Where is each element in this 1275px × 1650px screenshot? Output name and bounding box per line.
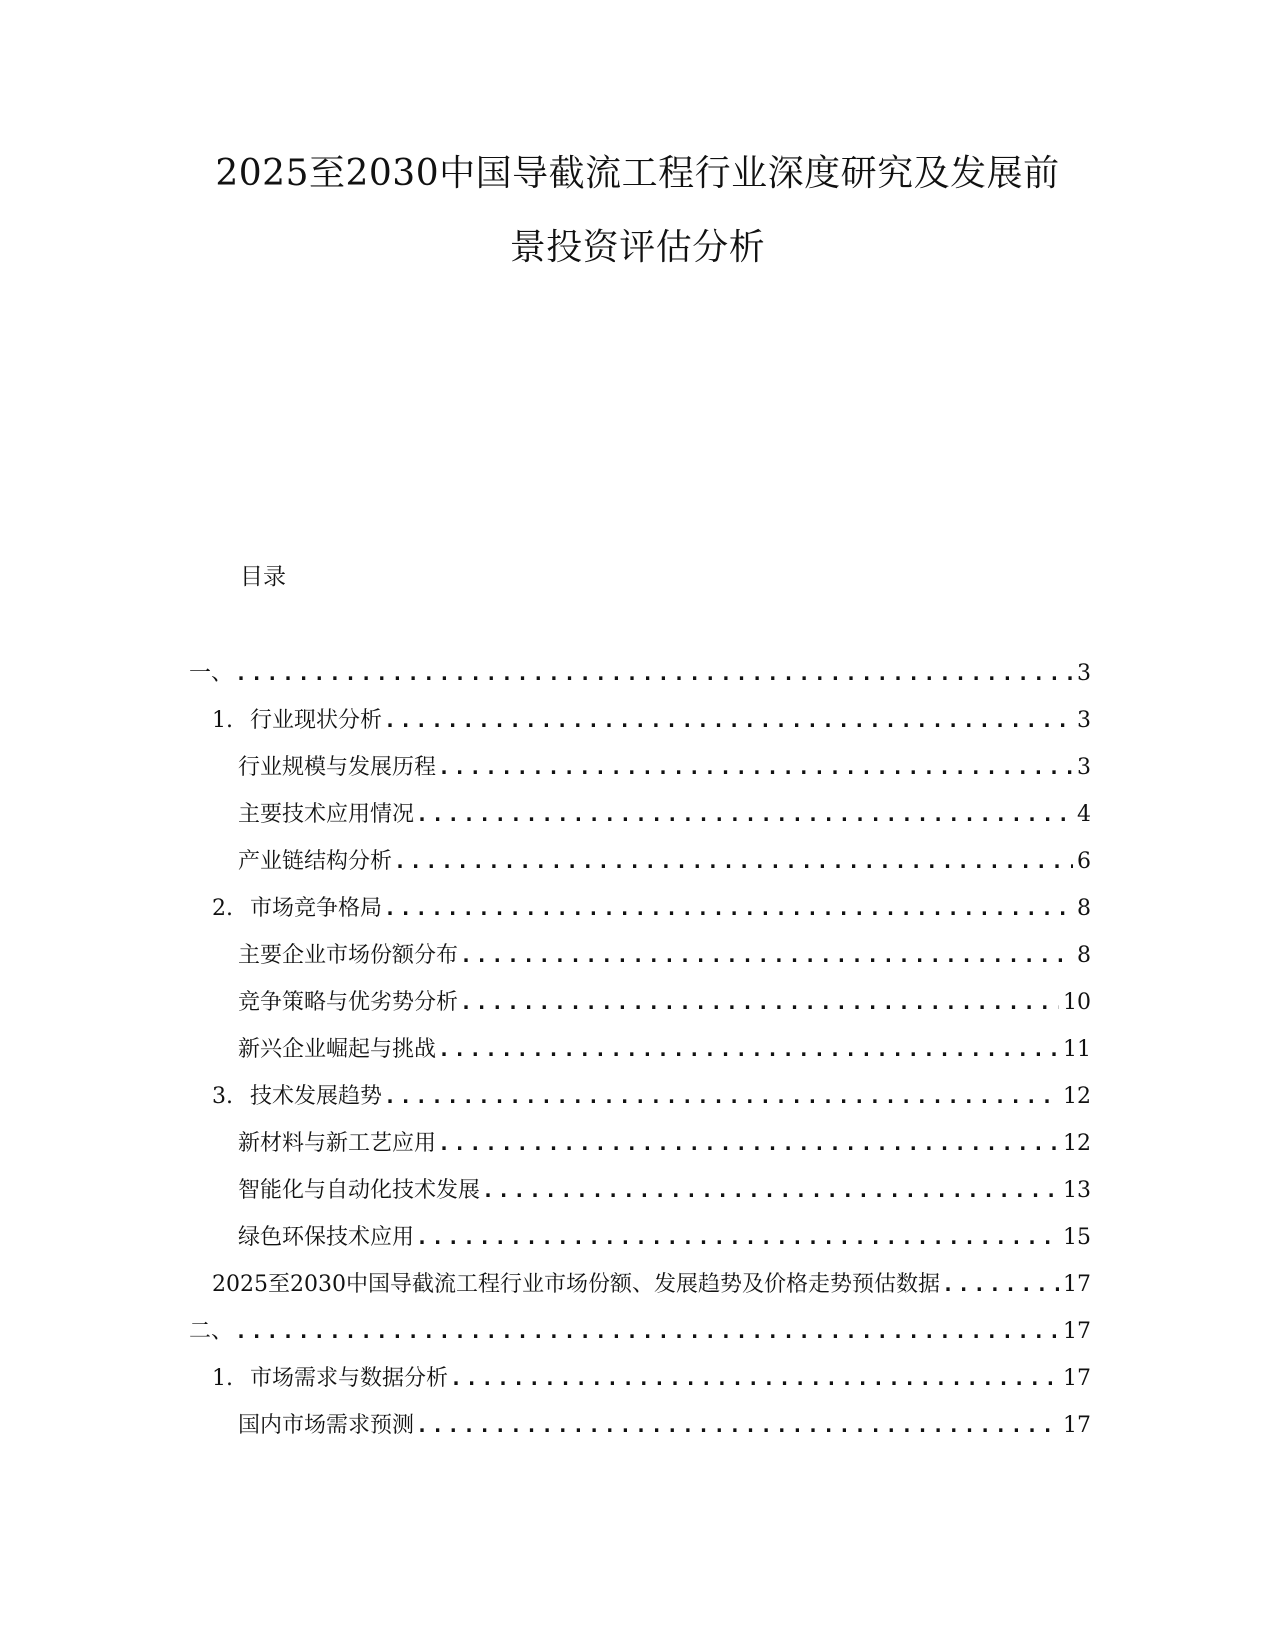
toc-page-number: 13 xyxy=(1063,1178,1091,1203)
toc-entry-part-2[interactable] xyxy=(189,1316,1091,1346)
toc-entry-subsection[interactable] xyxy=(238,1128,1091,1158)
toc-page-number: 17 xyxy=(1063,1272,1091,1297)
toc-entry-text: 产业链结构分析 xyxy=(238,849,393,874)
toc-entry-text: 主要技术应用情况 xyxy=(238,802,415,827)
toc-entry-text: 市场需求与数据分析 xyxy=(250,1366,449,1391)
toc-entry-subsection[interactable] xyxy=(238,799,1091,829)
toc-entry-subsection[interactable] xyxy=(238,1410,1091,1440)
toc-entry-section[interactable] xyxy=(212,893,1091,923)
page-title-line-1: 2025至2030中国导截流工程行业深度研究及发展前 xyxy=(215,153,1060,194)
toc-section-number: 2. xyxy=(212,896,233,921)
toc-entry-text: 技术发展趋势 xyxy=(250,1084,383,1109)
toc-leader-dots xyxy=(482,1175,1059,1205)
toc-page-number: 17 xyxy=(1063,1413,1091,1438)
toc-entry-text: 行业现状分析 xyxy=(250,708,383,733)
toc-entry-text: 新材料与新工艺应用 xyxy=(238,1131,437,1156)
toc-entry-subsection[interactable] xyxy=(238,1175,1091,1205)
toc-entry-text: 竞争策略与优劣势分析 xyxy=(238,990,459,1015)
toc-page-number: 8 xyxy=(1077,896,1091,921)
toc-page-number: 12 xyxy=(1063,1131,1091,1156)
toc-page-number: 8 xyxy=(1077,943,1091,968)
toc-page-number: 17 xyxy=(1063,1366,1091,1391)
toc-page-number: 4 xyxy=(1077,802,1091,827)
toc-leader-dots xyxy=(438,1128,1059,1158)
toc-section-number: 1. xyxy=(212,708,233,733)
toc-page-number: 10 xyxy=(1063,990,1091,1015)
toc-leader-dots xyxy=(384,893,1073,923)
toc-entry-data-table[interactable] xyxy=(212,1269,1091,1299)
toc-leader-dots xyxy=(460,987,1059,1017)
toc-leader-dots xyxy=(384,1081,1059,1111)
toc-section-number: 3. xyxy=(212,1084,233,1109)
toc-entry-subsection[interactable] xyxy=(238,1034,1091,1064)
toc-leader-dots xyxy=(235,1316,1059,1346)
toc-page-number: 15 xyxy=(1063,1225,1091,1250)
toc-page-number: 3 xyxy=(1077,708,1091,733)
toc-leader-dots xyxy=(416,1410,1059,1440)
toc-leader-dots xyxy=(235,658,1073,688)
toc-page-number: 11 xyxy=(1063,1037,1091,1062)
toc-leader-dots xyxy=(438,1034,1059,1064)
toc-leader-dots xyxy=(416,799,1073,829)
toc-leader-dots xyxy=(394,846,1073,876)
toc-leader-dots xyxy=(384,705,1073,735)
toc-entry-text: 新兴企业崛起与挑战 xyxy=(238,1037,437,1062)
toc-entry-text: 2025至2030中国导截流工程行业市场份额、发展趋势及价格走势预估数据 xyxy=(212,1272,940,1297)
toc-entry-text: 二、 xyxy=(189,1319,234,1344)
toc-page-number: 12 xyxy=(1063,1084,1091,1109)
toc-section-number: 1. xyxy=(212,1366,233,1391)
toc-leader-dots xyxy=(416,1222,1059,1252)
toc-leader-dots xyxy=(460,940,1073,970)
toc-entry-section[interactable] xyxy=(212,1363,1091,1393)
toc-entry-text: 行业规模与发展历程 xyxy=(238,755,437,780)
toc-page-number: 3 xyxy=(1077,755,1091,780)
toc-entry-text: 国内市场需求预测 xyxy=(238,1413,415,1438)
toc-page-number: 17 xyxy=(1063,1319,1091,1344)
page-title-line-2: 景投资评估分析 xyxy=(509,227,766,268)
toc-entry-subsection[interactable] xyxy=(238,987,1091,1017)
toc-heading: 目录 xyxy=(240,564,286,590)
toc-entry-text: 一、 xyxy=(189,661,234,686)
toc-entry-subsection[interactable] xyxy=(238,752,1091,782)
toc-entry-section[interactable] xyxy=(212,705,1091,735)
toc-entry-subsection[interactable] xyxy=(238,1222,1091,1252)
toc-entry-text: 主要企业市场份额分布 xyxy=(238,943,459,968)
toc-page-number: 6 xyxy=(1077,849,1091,874)
toc-entry-text: 市场竞争格局 xyxy=(250,896,383,921)
toc-entry-subsection[interactable] xyxy=(238,846,1091,876)
toc-leader-dots xyxy=(942,1269,1059,1299)
toc-page-number: 3 xyxy=(1077,661,1091,686)
toc-entry-text: 智能化与自动化技术发展 xyxy=(238,1178,481,1203)
toc-leader-dots xyxy=(450,1363,1059,1393)
toc-entry-section[interactable] xyxy=(212,1081,1091,1111)
toc-entry-part-1[interactable] xyxy=(189,658,1091,688)
toc-entry-text: 绿色环保技术应用 xyxy=(238,1225,415,1250)
toc-leader-dots xyxy=(438,752,1073,782)
toc-entry-subsection[interactable] xyxy=(238,940,1091,970)
